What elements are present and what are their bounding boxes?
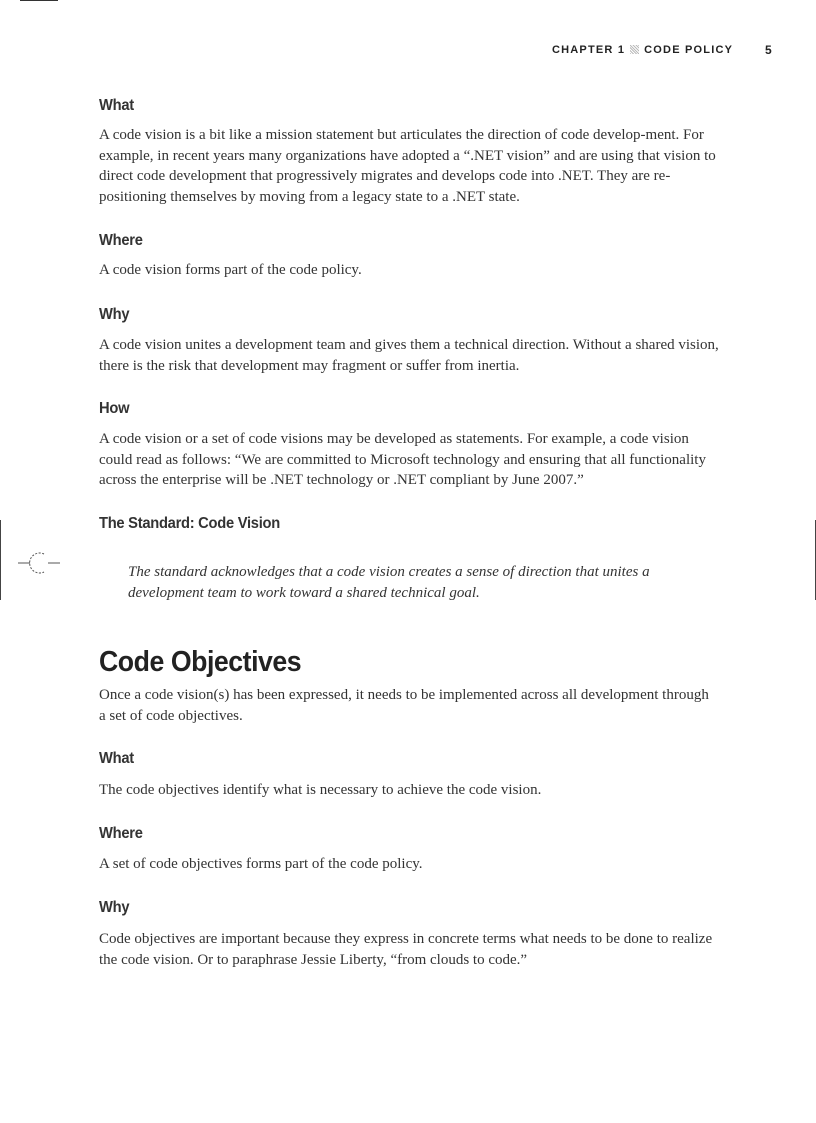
crop-mark-top	[20, 0, 58, 1]
heading-objectives-where: Where	[99, 825, 143, 842]
heading-objectives-what: What	[99, 750, 134, 767]
paragraph-objectives-where: A set of code objectives forms part of the code policy.	[99, 856, 423, 872]
paragraph-what: A code vision is a bit like a mission statement but articulates the direction of code develop-ment. For example, in recent years many organizations have adopted a “.NET vision” and are using that vision to direct code development that progressively migrates and develops code into .NET. They are re-positioning themselves by moving from a legacy state to a .NET state.	[99, 127, 716, 205]
heading-code-objectives: Code Objectives	[99, 646, 302, 678]
registration-mark-icon	[18, 550, 60, 576]
crop-mark-left	[0, 520, 1, 600]
heading-why: Why	[99, 306, 130, 323]
paragraph-how: A code vision or a set of code visions may be developed as statements. For example, a code vision could read as follows: “We are committed to Microsoft technology and ensuring that all functionality across the enterprise will be .NET technology or .NET compliant by June 2007.”	[99, 431, 706, 488]
heading-what: What	[99, 97, 134, 114]
page-number: 5	[765, 43, 772, 57]
paragraph-code-objectives: Once a code vision(s) has been expressed, it needs to be implemented across all development through a set of code objectives.	[99, 687, 709, 724]
paragraph-where: A code vision forms part of the code policy.	[99, 262, 362, 278]
separator-square-icon	[630, 45, 639, 54]
running-header	[552, 44, 733, 56]
heading-standard: The Standard: Code Vision	[99, 515, 280, 532]
paragraph-why: A code vision unites a development team and gives them a technical direction. Without a shared vision, there is the risk that development may fragment or suffer from inertia.	[99, 337, 719, 374]
heading-where: Where	[99, 232, 143, 249]
running-header-chapter: CHAPTER 1	[552, 44, 626, 56]
paragraph-objectives-why: Code objectives are important because they express in concrete terms what needs to be done to realize the code vision. Or to paraphrase Jessie Liberty, “from clouds to code.”	[99, 931, 713, 968]
paragraph-objectives-what: The code objectives identify what is necessary to achieve the code vision.	[99, 782, 542, 798]
heading-objectives-why: Why	[99, 899, 130, 916]
running-header-title: CODE POLICY	[644, 44, 734, 56]
standard-statement: The standard acknowledges that a code vision creates a sense of direction that unites a development team to work toward a shared technical goal.	[128, 564, 650, 601]
heading-how: How	[99, 400, 130, 417]
